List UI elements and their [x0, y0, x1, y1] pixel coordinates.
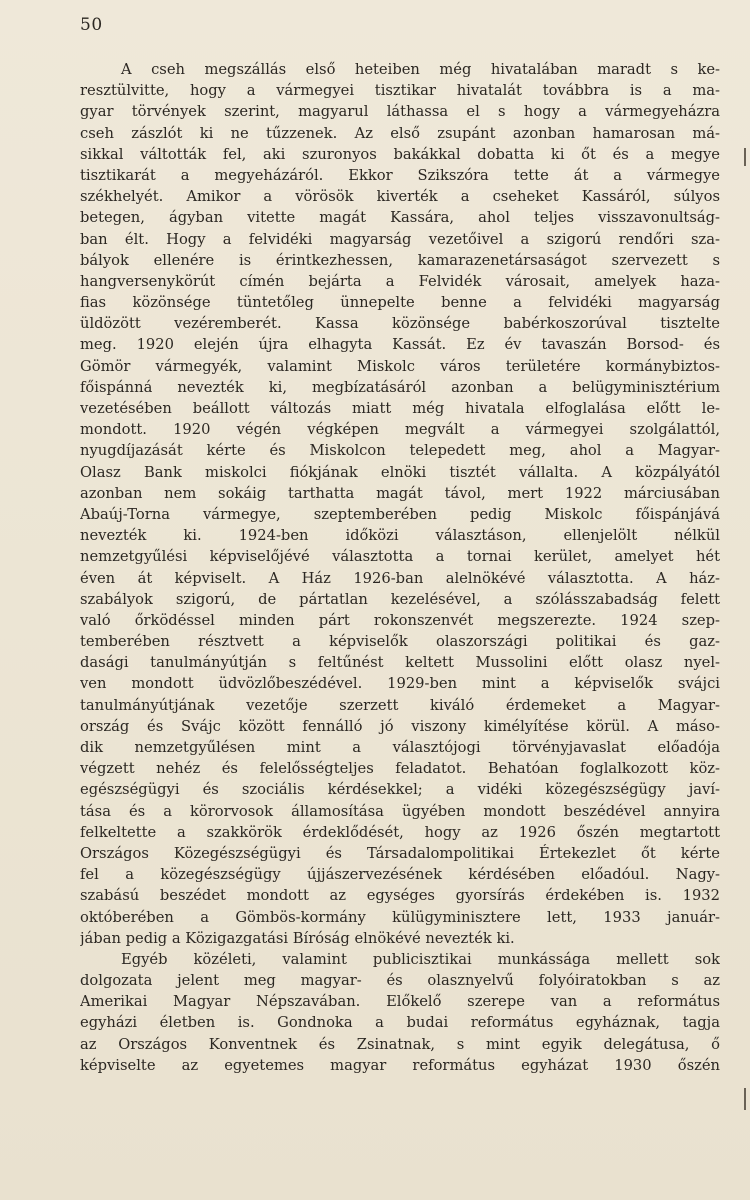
text-line: sikkal váltották fel, aki szuronyos bakákkal dobatta ki őt és a megye: [80, 145, 720, 163]
text-line: dasági tanulmányútján s feltűnést keltett Mussolini előtt olasz nyel-: [80, 654, 720, 672]
text-line: nyugdíjazását kérte és Miskolcon telepedett meg, ahol a Magyar-: [80, 442, 720, 460]
text-line: képviselte az egyetemes magyar református egyházat 1930 őszén: [80, 1056, 720, 1074]
text-line: fel a közegészségügy újjászervezésének kérdésében előadóul. Nagy-: [80, 866, 720, 884]
text-line: tása és a körorvosok államosítása ügyében mondott beszédével annyira: [80, 802, 720, 820]
text-line: tanulmányútjának vezetője szerzett kiváló érdemeket a Magyar-: [80, 696, 720, 714]
text-line: A cseh megszállás első heteiben még hivatalában maradt s ke-: [121, 61, 720, 78]
scan-edge-mark: [744, 1088, 746, 1110]
text-line: az Országos Konventnek és Zsinatnak, s mint egyik delegátusa, ő: [80, 1035, 720, 1053]
text-line: ven mondott üdvözlőbeszédével. 1929-ben mint a képviselők svájci: [80, 675, 720, 693]
text-line: ország és Svájc között fennálló jó viszony kimélyítése körül. A máso-: [80, 717, 720, 735]
text-line: felkeltette a szakkörök érdeklődését, hogy az 1926 őszén megtartott: [80, 823, 720, 841]
text-line: Országos Közegészségügyi és Társadalompolitikai Értekezlet őt kérte: [80, 844, 720, 862]
text-line: cseh zászlót ki ne tűzzenek. Az első zsupánt azonban hamarosan má-: [80, 124, 720, 142]
text-line: üldözött vezéremberét. Kassa közönsége babérkoszorúval tisztelte: [80, 315, 720, 333]
text-line: októberében a Gömbös-kormány külügyminisztere lett, 1933 január-: [80, 908, 720, 926]
text-line: egészségügyi és szociális kérdésekkel; a vidéki közegészségügy javí-: [80, 781, 720, 799]
text-line: bályok ellenére is érintkezhessen, kamarazenetársaságot szervezett s: [80, 251, 720, 269]
text-line: vezetésében beállott változás miatt még hivatala elfoglalása előtt le-: [80, 400, 720, 417]
text-line: egyházi életben is. Gondnoka a budai református egyháznak, tagja: [80, 1014, 720, 1032]
text-line: Gömör vármegyék, valamint Miskolc város területére kormánybiztos-: [80, 357, 720, 375]
text-line: resztülvitte, hogy a vármegyei tisztikar hivatalát továbbra is a ma-: [80, 82, 720, 100]
text-line: szabású beszédet mondott az egységes gyorsírás érdekében is. 1932: [80, 887, 720, 905]
text-line: fias közönsége tüntetőleg ünnepelte benne a felvidéki magyarság: [80, 294, 720, 312]
text-line: dik nemzetgyűlésen mint a választójogi törvényjavaslat előadója: [80, 739, 720, 756]
text-line: dolgozata jelent meg magyar- és olasznyelvű folyóiratokban s az: [80, 972, 720, 990]
text-line: Amerikai Magyar Népszavában. Előkelő szerepe van a református: [80, 993, 720, 1011]
page-number: 50: [80, 15, 103, 35]
text-line: betegen, ágyban vitette magát Kassára, ahol teljes visszavonultság-: [80, 209, 720, 227]
text-line: nemzetgyűlési képviselőjévé választotta a tornai kerület, amelyet hét: [80, 548, 720, 566]
text-line: való őrködéssel minden párt rokonszenvét megszerezte. 1924 szep-: [80, 611, 720, 629]
text-line: gyar törvények szerint, magyarul láthassa el s hogy a vármegyeházra: [80, 103, 720, 121]
paragraph-1: [80, 59, 720, 949]
text-line: székhelyét. Amikor a vörösök kiverték a cseheket Kassáról, súlyos: [80, 188, 720, 206]
text-line: tisztikarát a megyeházáról. Ekkor Szikszóra tette át a vármegye: [80, 166, 720, 184]
text-line: jában pedig a Közigazgatási Bíróság elnökévé nevezték ki.: [80, 929, 515, 947]
text-line: Abaúj-Torna vármegye, szeptemberében pedig Miskolc főispánjává: [80, 505, 720, 523]
text-line: szabályok szigorú, de pártatlan kezelésével, a szólásszabadság felett: [80, 590, 720, 608]
text-line: főispánná nevezték ki, megbízatásáról azonban a belügyminisztérium: [80, 378, 720, 396]
text-line: nevezték ki. 1924-ben időközi választáson, ellenjelölt nélkül: [80, 527, 720, 545]
text-line: Egyéb közéleti, valamint publicisztikai munkássága mellett sok: [121, 950, 720, 968]
paragraph-2: [80, 949, 720, 1076]
text-line: ban élt. Hogy a felvidéki magyarság vezetőivel a szigorú rendőri sza-: [80, 230, 720, 248]
text-line: azonban nem sokáig tarthatta magát távol, mert 1922 márciusában: [80, 484, 720, 502]
text-line: temberében résztvett a képviselők olaszországi politikai és gaz-: [80, 633, 720, 651]
scan-edge-mark: [744, 148, 746, 166]
text-line: éven át képviselt. A Ház 1926-ban alelnökévé választotta. A ház-: [80, 569, 720, 587]
text-line: meg. 1920 elején újra elhagyta Kassát. Ez év tavaszán Borsod- és: [80, 336, 720, 354]
text-line: Olasz Bank miskolci fiókjának elnöki tisztét vállalta. A közpályától: [80, 463, 720, 481]
body-text: [80, 59, 720, 1076]
text-line: mondott. 1920 végén végképen megvált a vármegyei szolgálattól,: [80, 421, 720, 439]
text-line: hangversenykörút címén bejárta a Felvidék városait, amelyek haza-: [80, 272, 720, 290]
text-line: végzett nehéz és felelősségteljes feladatot. Behatóan foglalkozott köz-: [80, 760, 720, 778]
